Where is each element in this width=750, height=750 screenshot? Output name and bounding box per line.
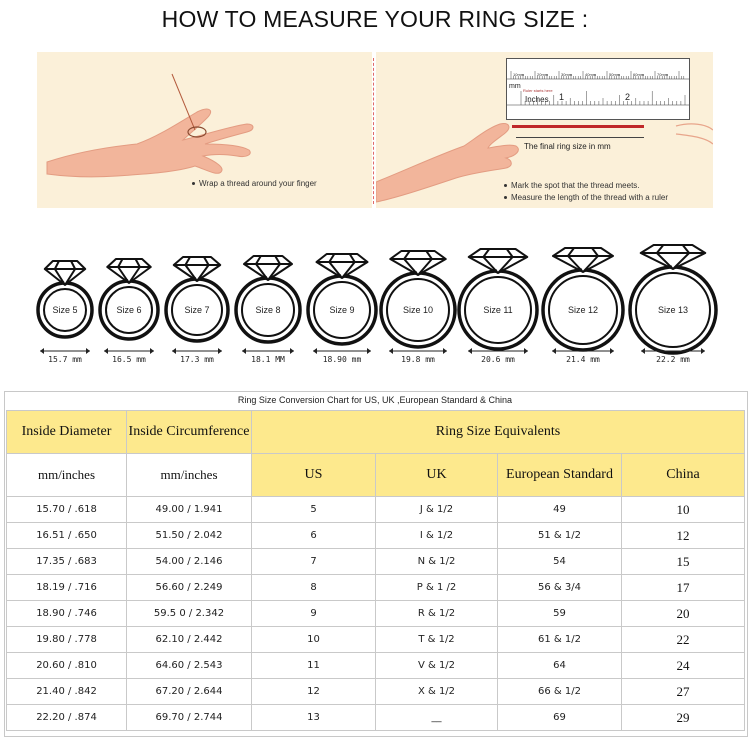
arrowhead-icon: [468, 348, 472, 354]
arrowhead-icon: [701, 348, 705, 354]
ring-size-7: [166, 257, 228, 364]
table-row: [7, 549, 745, 575]
ruler: [506, 58, 690, 120]
ruler-start-note: Ruler starts here: [523, 88, 553, 93]
ring-size-label: Size 7: [184, 305, 210, 315]
arrowhead-icon: [290, 348, 294, 354]
table-row: [7, 575, 745, 601]
cell-circumference: 62.10 / 2.442: [127, 627, 252, 653]
header-inside-circumference: Inside Circumference: [127, 411, 252, 454]
ruler-inch-1: 1: [559, 92, 565, 102]
diamond-icon: [107, 259, 151, 283]
ring-diameter-label: 17.3 mm: [180, 355, 214, 364]
ring-size-label: Size 5: [52, 305, 78, 315]
arrowhead-icon: [552, 348, 556, 354]
cell-us: 6: [252, 523, 376, 549]
cell-us: 8: [252, 575, 376, 601]
cell-eu: 54: [498, 549, 622, 575]
cell-us: 7: [252, 549, 376, 575]
ring-size-row: [0, 230, 750, 370]
cell-circumference: 64.60 / 2.543: [127, 653, 252, 679]
cell-china: 20: [622, 601, 745, 627]
cell-china: 15: [622, 549, 745, 575]
cell-diameter: 16.51 / .650: [7, 523, 127, 549]
cell-china: 29: [622, 705, 745, 731]
ruler-top-label-30: 30mm: [561, 72, 573, 77]
cell-diameter: 18.90 / .746: [7, 601, 127, 627]
cell-us: 10: [252, 627, 376, 653]
ring-size-label: Size 11: [483, 305, 513, 315]
cell-uk: __: [376, 705, 498, 731]
cell-uk: V & 1/2: [376, 653, 498, 679]
ring-diameter-label: 18.1 MM: [251, 355, 285, 364]
cell-eu: 56 & 3/4: [498, 575, 622, 601]
cell-eu: 69: [498, 705, 622, 731]
diamond-icon: [469, 249, 528, 273]
cell-eu: 64: [498, 653, 622, 679]
header-european-standard: European Standard: [498, 454, 622, 497]
ring-diameter-label: 15.7 mm: [48, 355, 82, 364]
ring-diameter-label: 18.90 mm: [322, 355, 362, 364]
ruler-inches-label: Inches: [525, 95, 549, 104]
measure-arrow: [516, 137, 644, 138]
ring-size-label: Size 8: [255, 305, 281, 315]
cell-circumference: 59.5 0 / 2.342: [127, 601, 252, 627]
cell-circumference: 51.50 / 2.042: [127, 523, 252, 549]
cell-us: 12: [252, 679, 376, 705]
cell-china: 12: [622, 523, 745, 549]
table-row: [7, 653, 745, 679]
cell-circumference: 67.20 / 2.644: [127, 679, 252, 705]
cell-diameter: 21.40 / .842: [7, 679, 127, 705]
ring-size-5: [38, 261, 92, 364]
arrowhead-icon: [150, 348, 154, 354]
panel-divider: [373, 58, 374, 204]
arrowhead-icon: [389, 348, 393, 354]
diamond-icon: [553, 248, 613, 272]
final-size-label: The final ring size in mm: [524, 142, 611, 151]
table-row: [7, 523, 745, 549]
arrowhead-icon: [242, 348, 246, 354]
table-row: [7, 679, 745, 705]
measure-length-text: Measure the length of the thread with a ruler: [511, 193, 668, 202]
arrowhead-icon: [86, 348, 90, 354]
ring-diameter-label: 20.6 mm: [481, 355, 515, 364]
header-china: China: [622, 454, 745, 497]
ring-size-label: Size 9: [329, 305, 355, 315]
ruler-top-label-40: 40mm: [585, 72, 597, 77]
bullet-dot-icon: [192, 182, 195, 185]
header-ring-size-equivalents: Ring Size Equivalents: [252, 411, 745, 454]
header-inside-diameter: Inside Diameter: [7, 411, 127, 454]
arrowhead-icon: [610, 348, 614, 354]
ring-size-13: [630, 245, 716, 364]
cell-uk: X & 1/2: [376, 679, 498, 705]
cell-eu: 51 & 1/2: [498, 523, 622, 549]
ruler-top-label-20: 20mm: [537, 72, 549, 77]
cell-diameter: 15.70 / .618: [7, 497, 127, 523]
ring-size-label: Size 13: [657, 305, 689, 315]
cell-eu: 49: [498, 497, 622, 523]
ring-diameter-label: 16.5 mm: [112, 355, 146, 364]
cell-diameter: 17.35 / .683: [7, 549, 127, 575]
conversion-table: [6, 410, 745, 731]
table-row: [7, 601, 745, 627]
mark-spot-text: Mark the spot that the thread meets.: [511, 181, 640, 190]
cell-us: 5: [252, 497, 376, 523]
cell-uk: P & 1 /2: [376, 575, 498, 601]
header-uk: UK: [376, 454, 498, 497]
ring-illustrations: [0, 230, 750, 370]
arrowhead-icon: [104, 348, 108, 354]
chart-caption: Ring Size Conversion Chart for US, UK ,European Standard & China: [237, 395, 513, 405]
ring-diameter-label: 19.8 mm: [401, 355, 435, 364]
ruler-mm-label: mm: [509, 83, 521, 90]
cell-us: 13: [252, 705, 376, 731]
ruler-top-label-10: 10mm: [513, 72, 525, 77]
ring-size-10: [381, 251, 455, 364]
cell-eu: 61 & 1/2: [498, 627, 622, 653]
diamond-icon: [244, 256, 292, 280]
diamond-icon: [390, 251, 446, 275]
diamond-icon: [317, 254, 368, 278]
cell-uk: J & 1/2: [376, 497, 498, 523]
ring-size-12: [543, 248, 623, 364]
measure-length-instruction: [504, 192, 668, 203]
diamond-icon: [641, 245, 706, 269]
cell-circumference: 69.70 / 2.744: [127, 705, 252, 731]
cell-china: 10: [622, 497, 745, 523]
mark-spot-instruction: [504, 180, 640, 191]
header-us: US: [252, 454, 376, 497]
cell-china: 22: [622, 627, 745, 653]
header-circumference-units: mm/inches: [127, 454, 252, 497]
arrowhead-icon: [443, 348, 447, 354]
arrowhead-icon: [40, 348, 44, 354]
ruler-top-label-70: 70mm: [657, 72, 669, 77]
cell-diameter: 20.60 / .810: [7, 653, 127, 679]
ring-size-label: Size 12: [567, 305, 599, 315]
cell-us: 9: [252, 601, 376, 627]
ring-diameter-label: 22.2 mm: [656, 355, 690, 364]
wrap-thread-instruction: [192, 178, 317, 189]
thread-length-line: [512, 125, 644, 128]
header-diameter-units: mm/inches: [7, 454, 127, 497]
cell-china: 17: [622, 575, 745, 601]
cell-circumference: 54.00 / 2.146: [127, 549, 252, 575]
arrowhead-icon: [641, 348, 645, 354]
ring-size-11: [459, 249, 537, 364]
ruler-inch-2: 2: [625, 92, 631, 102]
cell-uk: R & 1/2: [376, 601, 498, 627]
table-row: [7, 627, 745, 653]
bullet-dot-icon: [504, 184, 507, 187]
ring-size-8: [236, 256, 300, 364]
wrap-thread-text: Wrap a thread around your finger: [199, 179, 317, 188]
arrowhead-icon: [172, 348, 176, 354]
ring-size-9: [308, 254, 376, 364]
ring-size-label: Size 10: [402, 305, 434, 315]
arrowhead-icon: [367, 348, 371, 354]
ring-size-6: [100, 259, 158, 364]
ruler-top-label-50: 50mm: [609, 72, 621, 77]
diamond-icon: [45, 261, 86, 285]
cell-china: 27: [622, 679, 745, 705]
table-body: [7, 497, 745, 731]
table-row: [7, 497, 745, 523]
arrowhead-icon: [313, 348, 317, 354]
ring-diameter-label: 21.4 mm: [566, 355, 600, 364]
cell-diameter: 19.80 / .778: [7, 627, 127, 653]
ruler-top-label-60: 60mm: [633, 72, 645, 77]
cell-diameter: 18.19 / .716: [7, 575, 127, 601]
cell-circumference: 49.00 / 1.941: [127, 497, 252, 523]
ring-size-label: Size 6: [116, 305, 142, 315]
arrowhead-icon: [218, 348, 222, 354]
page-title: HOW TO MEASURE YOUR RING SIZE :: [161, 6, 589, 32]
table-row: [7, 705, 745, 731]
cell-eu: 66 & 1/2: [498, 679, 622, 705]
diamond-icon: [174, 257, 221, 281]
cell-eu: 59: [498, 601, 622, 627]
cell-china: 24: [622, 653, 745, 679]
arrowhead-icon: [524, 348, 528, 354]
cell-us: 11: [252, 653, 376, 679]
cell-diameter: 22.20 / .874: [7, 705, 127, 731]
cell-uk: N & 1/2: [376, 549, 498, 575]
cell-uk: I & 1/2: [376, 523, 498, 549]
cell-circumference: 56.60 / 2.249: [127, 575, 252, 601]
bullet-dot-icon: [504, 196, 507, 199]
cell-uk: T & 1/2: [376, 627, 498, 653]
